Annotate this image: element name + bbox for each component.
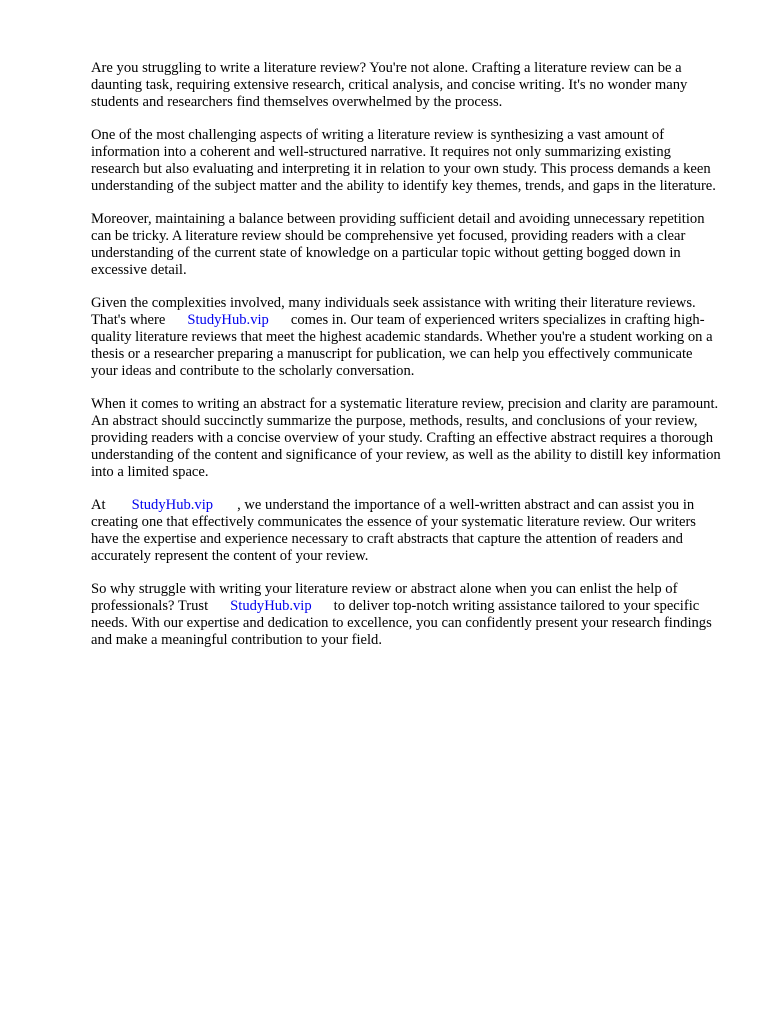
- paragraph-6: [91, 497, 721, 565]
- paragraph-6-text-before: At: [91, 497, 106, 513]
- document-page: [91, 60, 721, 665]
- paragraph-1-text: Are you struggling to write a literature review? You're not alone. Crafting a literature review can be a daunting task, requiring extensive research, critical analysis, and concise writing. It's no wonder many students and researchers find themselves overwhelmed by the process.: [91, 60, 688, 110]
- paragraph-5: [91, 396, 721, 481]
- paragraph-2: [91, 127, 721, 195]
- paragraph-2-text: One of the most challenging aspects of writing a literature review is synthesizing a vast amount of information into a coherent and well-structured narrative. It requires not only summarizing existing research but also evaluating and interpreting it in relation to your own study. This process demands a keen understanding of the subject matter and the ability to identify key themes, trends, and gaps in the literature.: [91, 127, 716, 194]
- paragraph-7-text-after: to deliver top-notch writing assistance tailored to your specific needs. With our expertise and dedication to excellence, you can confidently present your research findings and make a meaningful contribution to your field.: [91, 598, 712, 648]
- paragraph-7: [91, 581, 721, 649]
- paragraph-4: [91, 295, 721, 380]
- paragraph-1: [91, 60, 721, 111]
- paragraph-7-text-before: So why struggle with writing your literature review or abstract alone when you can enlist the help of professionals? Trust: [91, 581, 678, 614]
- paragraph-6-text-after: , we understand the importance of a well-written abstract and can assist you in creating one that effectively communicates the essence of your systematic literature review. Our writers have the expertise and experience necessary to craft abstracts that capture the attention of readers and accurately represent the content of your review.: [91, 497, 696, 564]
- paragraph-5-text: When it comes to writing an abstract for a systematic literature review, precision and clarity are paramount. An abstract should succinctly summarize the purpose, methods, results, and conclusions of your review, providing readers with a concise overview of your study. Crafting an effective abstract requires a thorough understanding of the content and significance of your review, as well as the ability to distill key information into a limited space.: [91, 396, 721, 480]
- studyhub-link[interactable]: StudyHub.vip: [131, 497, 214, 513]
- studyhub-link[interactable]: StudyHub.vip: [230, 598, 312, 614]
- paragraph-3: [91, 211, 721, 279]
- paragraph-3-text: Moreover, maintaining a balance between providing sufficient detail and avoiding unnecessary repetition can be tricky. A literature review should be comprehensive yet focused, providing readers with a clear understanding of the current state of knowledge on a particular topic without getting bogged down in excessive detail.: [91, 211, 705, 278]
- paragraph-4-text-after: comes in. Our team of experienced writers specializes in crafting high-quality literature reviews that meet the highest academic standards. Whether you're a student working on a thesis or a researcher preparing a manuscript for publication, we can help you effectively communicate your ideas and contribute to the scholarly conversation.: [91, 312, 713, 379]
- studyhub-link[interactable]: StudyHub.vip: [187, 312, 269, 328]
- paragraph-4-text-before: Given the complexities involved, many individuals seek assistance with writing their literature reviews. That's where: [91, 295, 696, 328]
